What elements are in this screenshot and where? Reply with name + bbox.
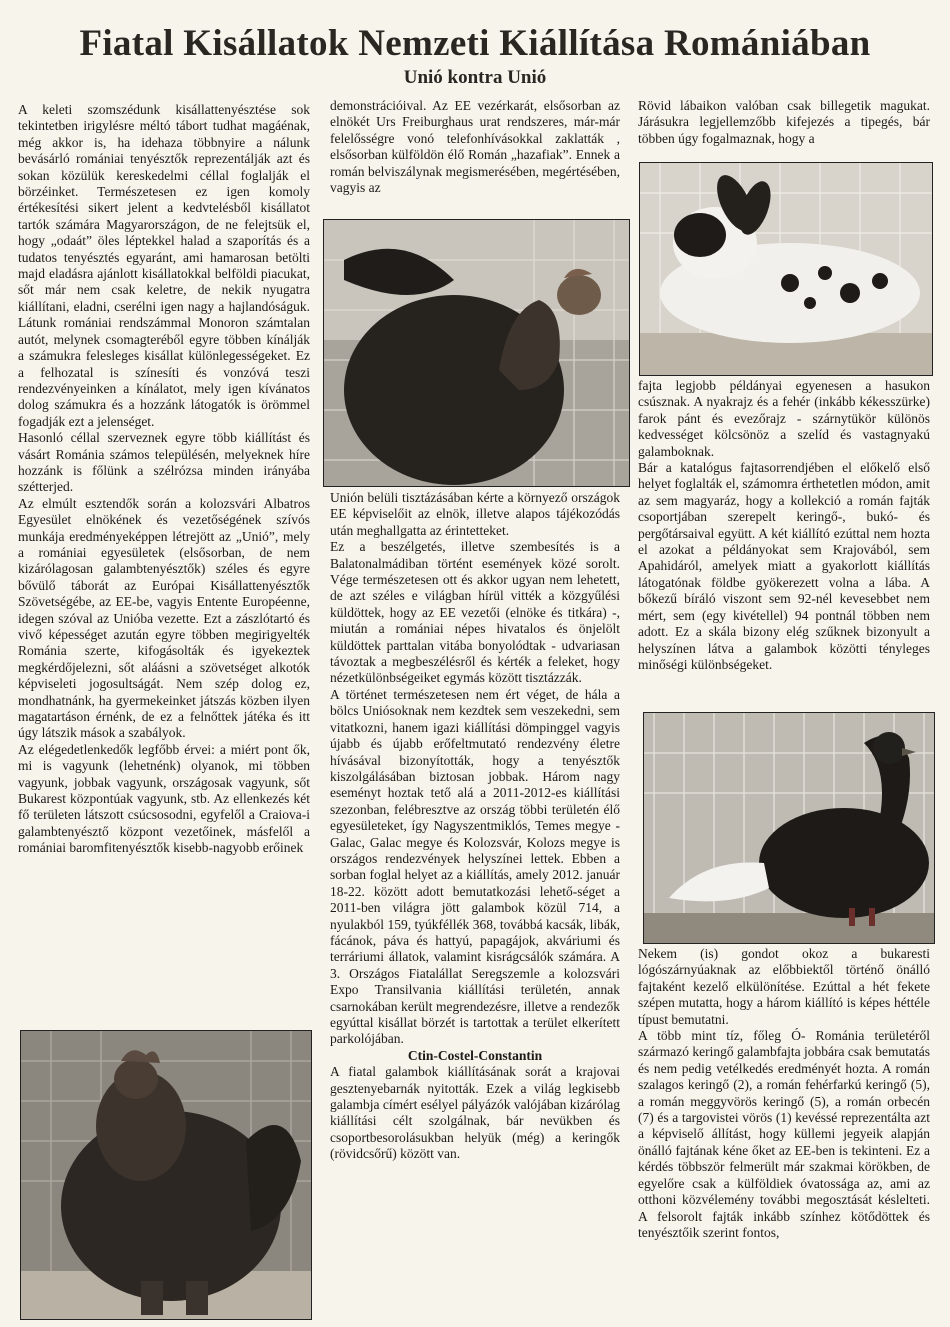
paragraph: Rövid lábaikon valóban csak billegetik magukat. Járásukra legjellemzőbb kifejezés a tipegés, bár többen úgy fogalmaznak, hogy a <box>638 98 930 146</box>
paragraph: A keleti szomszédunk kisállattenyésztése sok tekintetben irigylésre méltó tábort tudhat magáénak, még akkor is, ha idehaza többnyire a nálunk bevásárló romániai tenyésztők reprezentálják azt és sokan közülük kereskedelmi céllal foglalják el börzéinket. Természetesen ez igen komoly értékesítési sikert jelent a kedvtelésből kisállatot tartók számára Magyarországon, de ne felejtsük el, hogy „odaát” öles léptekkel halad a szaporítás és a tudatos tenyésztés egyaránt, ami hamarosan betölti majd eladásra ajánlott kisállatokkal belföldi piacukat, sőt már nem csak keletre, de nekik nyugatra kiállítani, eladni, cserélni igen nagy a hajlandóságuk. Látunk romániai rendszámmal Monoron számtalan autót, melynek csomagteréből egyre többen kínálják a számukra felesleges kisállat különlegességeket. Ez a felhozatal is színesíti és vonzóvá teszi rendezvényeinken a kínálatot, mely igen kívánatos dolog számukra és a hozzánk látogatók is örömmel fogadják ezt a jelenséget. <box>18 102 310 429</box>
photo-byline: Ctin-Costel-Constantin <box>407 1047 543 1063</box>
rabbit-photo <box>639 162 933 376</box>
rooster-illustration <box>21 1031 311 1319</box>
paragraph: A fiatal galambok kiállításának sorát a krajovai gesztenyebarnák nyitották. Ezek a világ legkisebb galambja címért esélyel pályázók valójában kizárólag kiállítási célt szolgálnak, bár nevükben és csoportbesorolásukban helyük (még) a keringők (rövidcsőrű) között van. <box>330 1064 620 1162</box>
column-3-text-middle <box>638 378 930 708</box>
paragraph: Az elmúlt esztendők során a kolozsvári Albatros Egyesület elnökének és vezetőségének szívós munkája eredményeképpen létrejött az „Unió”, mely a romániai egyesületek (elsősorban, de nem kizárólagosan galambtenyésztők) széles és egyre bővülő táborát az Európai Kisállattenyésztők Szövetségébe, az EE-be, vagyis Entente Européenne, idegen szóval az Unióba vezette. Ezt a zászlótartó és vivő képességet azután egyre többen megirigyelték Románia szerte, kifogásolták és igyekeztek megkérdőjelezni, sőt aláásni a szövetséget alkotók képviseleti jogosultságát. Nem szép dolog ez, mondhatnánk, ha gyermekeinket játszás közben ilyen magatartáson érnénk, de ez a felnőttek játéka és itt úgy látszik mások a szabályok. <box>18 495 310 741</box>
rooster-photo-large <box>20 1030 312 1320</box>
paragraph: Nekem (is) gondot okoz a bukaresti lógószárnyúaknak az előbbiektől történő önálló fajtaként kezelő elkülönítése. Ezúttal a hét fekete szépen mutatta, hogy a három kiállító is képes héttéle típust bemutatni. <box>638 946 930 1027</box>
pigeon-illustration <box>644 713 934 943</box>
paragraph: Unión belüli tisztázásában kérte a környező országok EE képviselőit az elnök, illetve alapos tájékozódás után meghallgatta az érintetteket. <box>330 490 620 538</box>
paragraph: Bár a katalógus fajtasorrendjében el előkelő első helyet foglalták el, számomra érthetetlen módon, amit az sem magyaráz, hogy a kollekció a román fajták csoportjában szerepelt keringő-, bukó- és pergőtársaival együtt. A két kiállító ezúttal nem hozta el azokat a példányokat sem Krajovából, sem Apahidáról, amelyek miatt a gyakorlott kiállítás látogatónak földbe gyökerezett volna a lába. A bőkezű bíráló viszont sem 92-nél kevesebbet nem mért, sem (egy kivétellel) 94 pontnál többen nem adott. Ez a skála bizony elég szűknek bizonyult a helyszínen látva a galambok közötti tényleges minőségi különbségeket. <box>638 460 930 672</box>
column-2-text-bottom <box>330 490 620 1318</box>
column-3-text-top <box>638 98 930 158</box>
rooster-in-cage-illustration <box>324 220 629 486</box>
rabbit-illustration <box>640 163 932 375</box>
paragraph: A történet természetesen nem ért véget, de hála a bölcs Uniósoknak nem kezdtek sem veszekedni, sem vitatkozni, hanem igazi kiállítási dömpinggel vagyis újabb és újabb erőfeltmutató rendezvény életre hívásával bizonyították, hogy a tenyésztők kiszolgálásában biztosan jobbak. Három nagy eseményt hoztak tető alá a 2011-2012-es kiállítási szezonban, felébresztve az ország többi területén élő egyesületeket, így Nagyszentmiklós, Temes megye - Galac, Galac megye és Kolozsvár, Kolozs megye is országos rendezvények helyszínei lettek. Ebben a sorban foglal helyet az a kiállítás, amely 2012. január 18-22. között adott bemutatkozási lehető-séget a 2011-ben világra jött galambok közül 714, a nyulakból 159, tyúkféllék 368, továbbá kacsák, libák, fácánok, páva és hattyú, papagájok, akváriumi és terráriumi állatok, valamint kisrágcsálók számára. A 3. Országos Fiatalállat Seregszemle a kolozsvári Expo Transilvania kiállítási területén, annak csarnokában került megrendezésre, illetve a rendezők egyúttal kisállat börzét is tartottak a terület elkerített parkolójában. <box>330 686 620 1047</box>
paragraph: A több mint tíz, főleg Ó- Románia területéről származó keringő galambfajta jobbára csak bemutatás és nem pedig vetélkedés eredményét hozta. A román szalagos keringő (2), a román fehérfarkú keringő (5), a román meggyvörös keringő (5), a román orbecén (7) és a targovistei vörös (1) kevéssé reprezentálta azt a képviselő állítást, hogy küllemi jegyeik alapján önálló fajtának kéne őket az EE-ben is tekinteni. Ez a kérdés többször felmerült már szakmai körökben, de egyelőre csak a külföldiek óvatossága az, ami az otthoni közvélemény további megosztását késlelteti. A felsorolt fajták inkább színhez kötődöttek és tenyésztőik szerint fontos, <box>638 1028 930 1240</box>
column-1-text <box>18 102 310 1024</box>
paragraph: fajta legjobb példányai egyenesen a hasukon csúsznak. A nyakrajz és a fehér (inkább kékesszürke) farok pánt és evezőrajz - szárnytükör különös kedvességet kölcsönöz a szelíd és vastagnyakú galamboknak. <box>638 378 930 459</box>
paragraph: Ez a beszélgetés, illetve szembesítés is a Balatonalmádiban történt események közé sorolt. Vége természetesen ott és akkor ugyan nem lehetett, de azt széles e világban hírül vitték a közgyűlési küldöttek, hogy az EE vezetői (elnöke és titkára) -, miután a romániai népes hivatalos és önjelölt küldöttek parttalan vitába bonyolódtak - udvariasan távoztak a megbeszélésről és kérték a feleket, hogy nézetkülönbségeiket egymás között tisztázzák. <box>330 539 620 686</box>
column-2-text-top <box>330 98 620 216</box>
rooster-photo-cage <box>323 219 630 487</box>
article-title: Fiatal Kisállatok Nemzeti Kiállítása Romániában <box>79 23 871 64</box>
column-3-text-bottom <box>638 946 930 1322</box>
paragraph: Az elégedetlenkedők legfőbb érvei: a miért pont ők, mi is vagyunk (lehetnénk) olyanok, mi többen vagyunk, jobbak vagyunk, országosak vagyunk, sőt Bukarest központúak vagyunk, stb. Az ellenkezés két fő területen látszott csúcsosodni, egyfelől a Craiova-i galambtenyésztő központ vezetőinek, másfelől a romániai baromfitenyésztők kisebb-nagyobb erőinek <box>18 741 310 856</box>
pigeon-photo <box>643 712 935 944</box>
paragraph: demonstrációival. Az EE vezérkarát, elsősorban az elnökét Urs Freiburghaus urat rendszeres, már-már felelősségre vonó telefonhívásokkal zaklatták , elsősorban külföldön élő Román „hazafiak”. Ennek a román belviszálynak megismerésében, megértésében, vagyis az <box>330 98 620 196</box>
article-subtitle: Unió kontra Unió <box>403 67 547 88</box>
paragraph: Hasonló céllal szerveznek egyre több kiállítást és vásárt Románia számos településén, melyeknek híre hozzánk is főlünk a szélrózsa minden irányába szétterjed. <box>18 430 310 495</box>
